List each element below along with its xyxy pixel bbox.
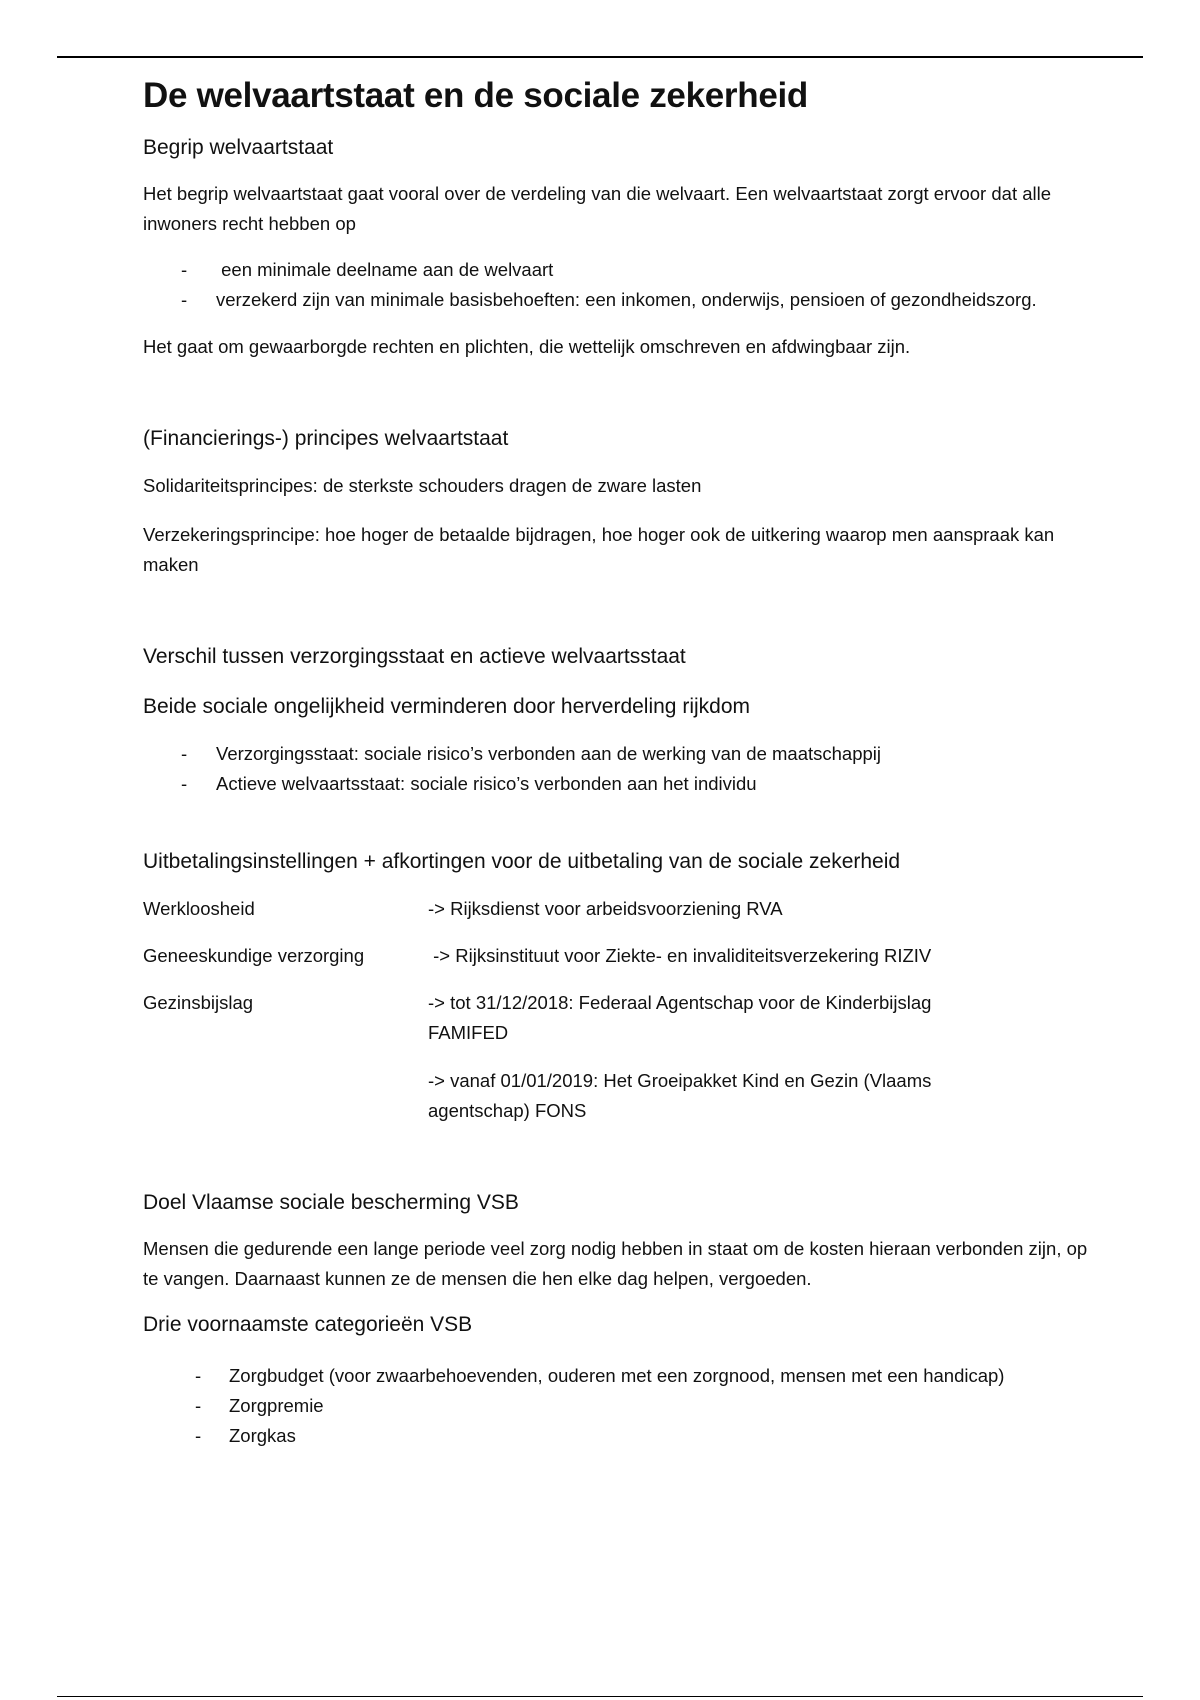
table-value: -> tot 31/12/2018: Federaal Agentschap voor de Kinderbijslag FAMIFED (428, 992, 932, 1043)
table-label: Werkloosheid (143, 898, 255, 919)
heading-uitbetaling: Uitbetalingsinstellingen + afkortingen voor de uitbetaling van de sociale zekerheid (143, 850, 901, 873)
principes-solidariteit: Solidariteitsprincipes: de sterkste schouders dragen de zware lasten (143, 475, 702, 496)
list-item: - Verzorgingsstaat: sociale risico’s verbonden aan de werking van de maatschappij (143, 739, 1103, 769)
dash-bullet: - (181, 259, 188, 280)
principes-verzekering: Verzekeringsprincipe: hoe hoger de betaalde bijdragen, hoe hoger ook de uitkering waarop men aanspraak kan maken (143, 524, 1055, 575)
uitbetaling-table (143, 894, 1103, 1126)
list-item: - een minimale deelname aan de welvaart (143, 255, 1103, 285)
table-value: -> vanaf 01/01/2019: Het Groeipakket Kind en Gezin (Vlaams agentschap) FONS (428, 1070, 932, 1121)
verschil-list (143, 739, 1103, 799)
begrip-intro: Het begrip welvaartstaat gaat vooral over de verdeling van die welvaart. Een welvaartstaat zorgt ervoor dat alle inwoners recht hebben op (143, 183, 1052, 234)
begrip-outro: Het gaat om gewaarborgde rechten en plichten, die wettelijk omschreven en afdwingbaar zijn. (143, 336, 911, 357)
document-title: De welvaartstaat en de sociale zekerheid (143, 76, 808, 115)
heading-verschil: Verschil tussen verzorgingsstaat en actieve welvaartsstaat (143, 645, 686, 668)
vsb-para: Mensen die gedurende een lange periode veel zorg nodig hebben in staat om de kosten hieraan verbonden zijn, op te vangen. Daarnaast kunnen ze de mensen die hen elke dag helpen, vergoeden. (143, 1238, 1088, 1289)
dash-bullet: - (181, 289, 188, 310)
list-item: - verzekerd zijn van minimale basisbehoeften: een inkomen, onderwijs, pensioen of gezondheidszorg. (143, 285, 1103, 315)
vsb-list (143, 1361, 1103, 1451)
dash-bullet: - (195, 1425, 202, 1446)
table-label (143, 1066, 428, 1126)
dash-bullet: - (181, 773, 188, 794)
document-body (143, 70, 1103, 1451)
table-row (143, 941, 1103, 971)
list-item: - Zorgkas (143, 1421, 1103, 1451)
table-value: -> Rijksinstituut voor Ziekte- en invaliditeitsverzekering RIZIV (428, 945, 932, 966)
subheading-vsb: Drie voornaamste categorieën VSB (143, 1313, 473, 1336)
list-item: - Zorgpremie (143, 1391, 1103, 1421)
subheading-verschil: Beide sociale ongelijkheid verminderen door herverdeling rijkdom (143, 695, 751, 718)
begrip-list (143, 255, 1103, 315)
list-item: - Actieve welvaartsstaat: sociale risico’s verbonden aan het individu (143, 769, 1103, 799)
table-row (143, 1066, 1103, 1126)
table-row (143, 894, 1103, 924)
dash-bullet: - (195, 1365, 202, 1386)
top-rule (57, 56, 1143, 58)
dash-bullet: - (195, 1395, 202, 1416)
heading-principes: (Financierings-) principes welvaartstaat (143, 427, 509, 450)
table-label: Geneeskundige verzorging (143, 945, 365, 966)
table-label: Gezinsbijslag (143, 992, 254, 1013)
heading-vsb: Doel Vlaamse sociale bescherming VSB (143, 1191, 519, 1214)
table-row (143, 988, 1103, 1048)
heading-begrip: Begrip welvaartstaat (143, 136, 334, 159)
table-value: -> Rijksdienst voor arbeidsvoorziening RVA (428, 898, 783, 919)
dash-bullet: - (181, 743, 188, 764)
list-item: - Zorgbudget (voor zwaarbehoevenden, ouderen met een zorgnood, mensen met een handicap) (143, 1361, 1103, 1391)
bottom-rule (57, 1696, 1143, 1697)
